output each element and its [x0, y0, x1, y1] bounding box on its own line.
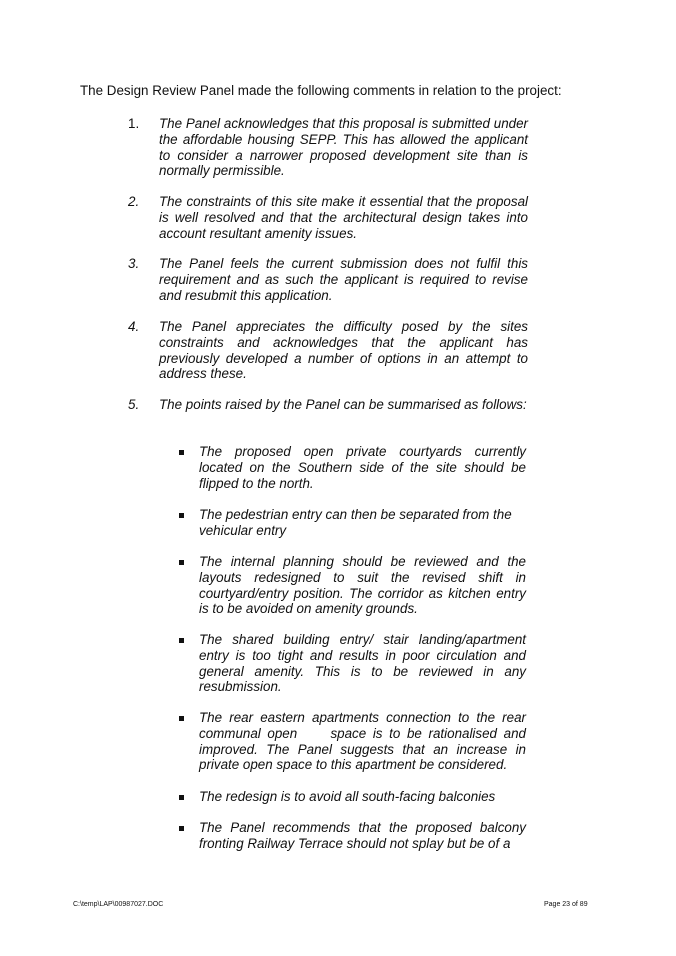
numbered-item-1 [128, 116, 528, 179]
bullet-marker [179, 513, 184, 518]
item-number: 5. [128, 397, 140, 412]
bullet-item [178, 444, 526, 491]
bullet-marker [179, 826, 184, 831]
bullet-text: The redesign is to avoid all south-facing balconies [199, 789, 496, 804]
bullet-marker [179, 716, 184, 721]
bullet-marker [179, 638, 184, 643]
bullet-text: The shared building entry/ stair landing/apartment entry is too tight and results in poor circulation and general amenity. This is to be reviewed in any resubmission. [199, 632, 526, 695]
bullet-text: The internal planning should be reviewed and the layouts redesigned to suit the revised shift in courtyard/entry position. The corridor as kitchen entry is to be avoided on amenity grounds. [199, 554, 526, 617]
bullet-item [178, 710, 530, 773]
bullet-item [178, 507, 526, 539]
item-number: 4. [128, 319, 140, 334]
bullet-item [178, 820, 526, 852]
item-number: 1. [128, 116, 140, 131]
footer-page-number: Page 23 of 89 [544, 901, 588, 908]
bullet-marker [179, 560, 184, 565]
bullet-text: The Panel recommends that the proposed balcony fronting Railway Terrace should not splay but be of a [199, 820, 526, 851]
numbered-item-4 [128, 319, 528, 382]
bullet-item [178, 632, 526, 695]
bullet-text: The proposed open private courtyards currently located on the Southern side of the site should be flipped to the north. [199, 444, 526, 491]
bullet-item [178, 554, 526, 617]
footer-file-path: C:\temp\LAP\00987027.DOC [73, 901, 164, 908]
item-text: The Panel appreciates the difficulty posed by the sites constraints and acknowledges that the applicant has previously developed a number of options in an attempt to address these. [159, 319, 528, 382]
item-number: 2. [128, 194, 140, 209]
bullet-text: The rear eastern apartments connection to the rear communal open space is to be rationalised and improved. The Panel suggests that an increase in private open space to this apartment be considered. [199, 710, 530, 773]
numbered-item-3 [128, 256, 528, 303]
bullet-marker [179, 450, 184, 455]
bullet-text: The pedestrian entry can then be separated from the vehicular entry [199, 507, 512, 538]
item-number: 3. [128, 256, 140, 271]
item-text: The constraints of this site make it essential that the proposal is well resolved and that the architectural design takes into account resultant amenity issues. [159, 194, 528, 241]
item-text: The Panel acknowledges that this proposal is submitted under the affordable housing SEPP. This has allowed the applicant to consider a narrower proposed development site than is normally permissible. [159, 116, 528, 179]
intro-paragraph: The Design Review Panel made the following comments in relation to the project: [80, 83, 562, 98]
numbered-item-5 [128, 397, 528, 413]
bullet-item [178, 789, 526, 805]
item-text: The points raised by the Panel can be summarised as follows: [159, 397, 527, 412]
item-text: The Panel feels the current submission does not fulfil this requirement and as such the applicant is required to revise and resubmit this application. [159, 256, 528, 303]
bullet-marker [179, 795, 184, 800]
numbered-item-2 [128, 194, 528, 241]
